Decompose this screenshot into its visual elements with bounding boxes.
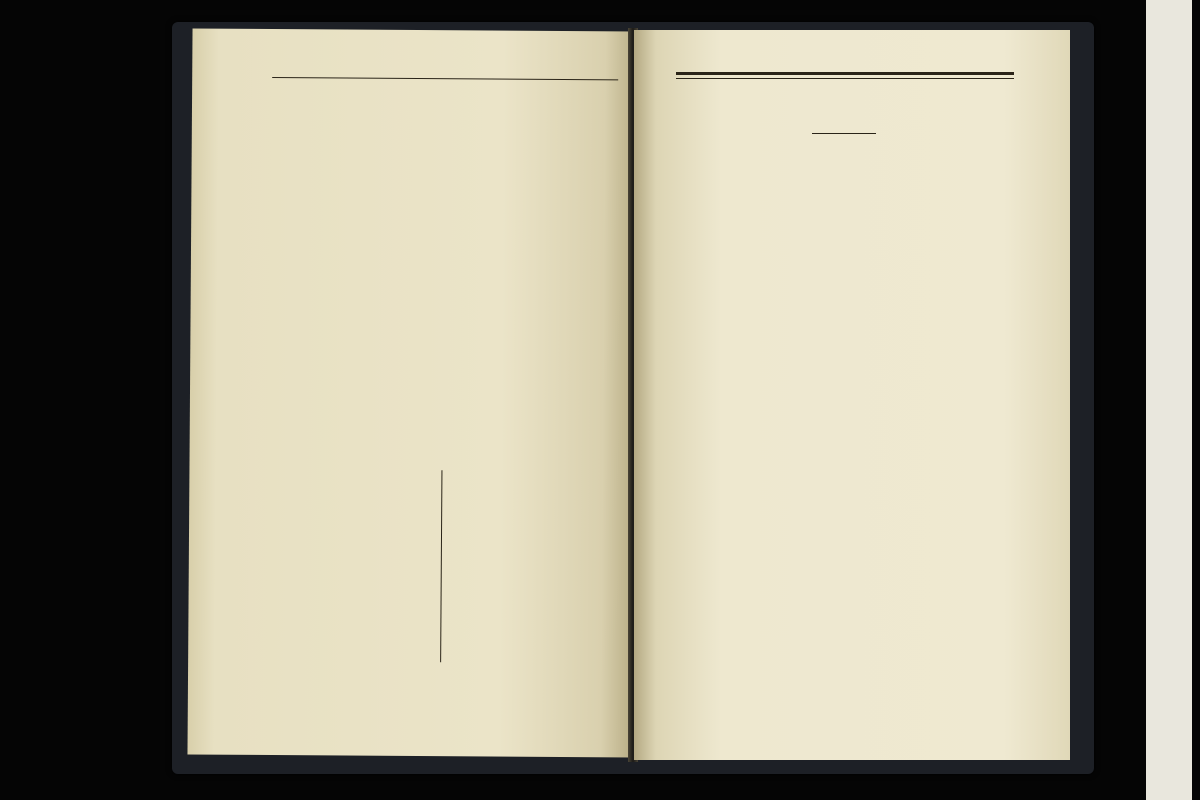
column-divider [440,470,442,662]
header-rule [272,77,618,80]
left-page [187,28,636,757]
page-header [342,64,562,66]
scale-ruler [1146,0,1192,800]
title-rule [812,133,876,134]
top-rule-thin [676,78,1014,79]
right-page [634,30,1070,760]
top-rule-thick [676,72,1014,75]
